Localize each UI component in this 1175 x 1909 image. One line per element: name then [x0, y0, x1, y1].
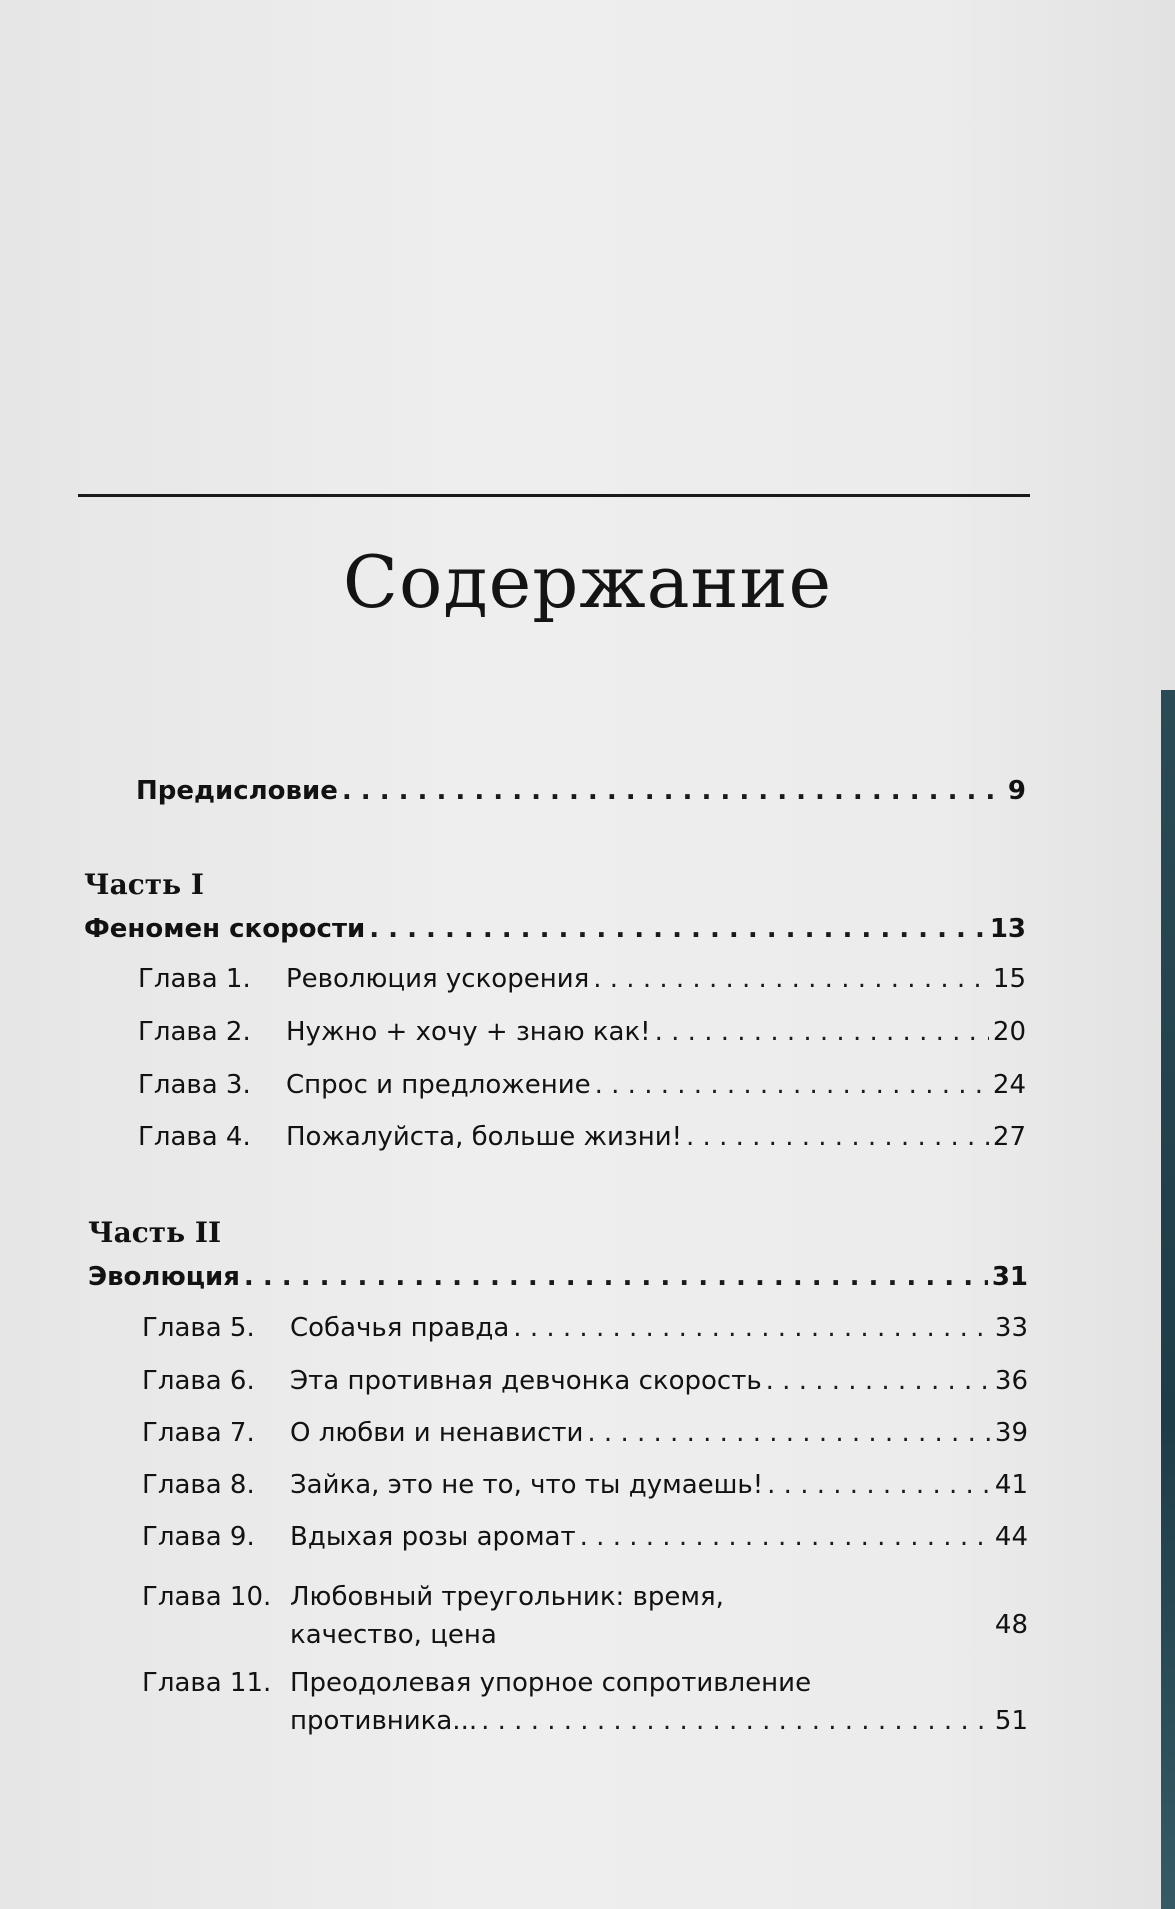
chapter-page: 44 — [994, 1522, 1028, 1552]
part-1-page: 13 — [989, 914, 1026, 944]
leader-dots — [655, 1017, 989, 1047]
chapter-title-continued: противника... — [290, 1706, 478, 1736]
chapter-page: 24 — [992, 1070, 1026, 1100]
leader-dots — [513, 1313, 991, 1343]
top-rule — [78, 494, 1030, 497]
chapter-page: 51 — [994, 1706, 1028, 1736]
chapter-page: 36 — [994, 1366, 1028, 1396]
chapter-number: Глава 11. — [142, 1668, 272, 1698]
part-1-heading: Часть I — [84, 868, 204, 901]
chapter-page: 48 — [994, 1610, 1028, 1640]
chapter-title: Нужно + хочу + знаю как! — [286, 1017, 651, 1047]
part-2-heading: Часть II — [88, 1216, 222, 1249]
leader-dots — [481, 1706, 991, 1736]
toc-chapter-row — [142, 1522, 1028, 1552]
chapter-title: Вдыхая розы аромат — [290, 1522, 576, 1552]
toc-chapter-row — [138, 1070, 1026, 1100]
toc-chapter-row — [138, 1122, 1026, 1152]
chapter-title: Эта противная девчонка скорость — [290, 1366, 762, 1396]
toc-chapter-row — [138, 964, 1026, 994]
toc-chapter-row — [142, 1470, 1028, 1500]
chapter-title: Зайка, это не то, что ты думаешь! — [290, 1470, 764, 1500]
leader-dots — [342, 776, 1004, 806]
toc-chapter-row — [142, 1418, 1028, 1448]
leader-dots — [595, 1070, 989, 1100]
chapter-title: Преодолевая упорное сопротивление — [290, 1668, 812, 1698]
part-2-subtitle-row — [88, 1262, 1028, 1292]
chapter-title: Пожалуйста, больше жизни! — [286, 1122, 683, 1152]
preface-page: 9 — [1007, 776, 1026, 806]
chapter-number: Глава 5. — [142, 1313, 255, 1343]
leader-dots — [580, 1522, 991, 1552]
part-2-page: 31 — [991, 1262, 1028, 1292]
chapter-number: Глава 2. — [138, 1017, 251, 1047]
toc-chapter-row — [142, 1668, 1028, 1736]
book-cover-edge — [1161, 690, 1175, 1909]
leader-dots — [369, 914, 986, 944]
leader-dots — [686, 1122, 989, 1152]
preface-label: Предисловие — [136, 776, 338, 806]
page-title: Содержание — [342, 540, 833, 624]
chapter-number: Глава 10. — [142, 1582, 272, 1612]
toc-chapter-row — [142, 1313, 1028, 1343]
chapter-title: Спрос и предложение — [286, 1070, 591, 1100]
chapter-continuation — [290, 1706, 1028, 1736]
chapter-page: 27 — [992, 1122, 1026, 1152]
chapter-number: Глава 7. — [142, 1418, 255, 1448]
chapter-number: Глава 9. — [142, 1522, 255, 1552]
chapter-number: Глава 8. — [142, 1470, 255, 1500]
chapter-title: Собачья правда — [290, 1313, 510, 1343]
chapter-page: 33 — [994, 1313, 1028, 1343]
chapter-title-continued: качество, цена — [290, 1620, 497, 1650]
leader-dots — [244, 1262, 988, 1292]
chapter-page: 20 — [992, 1017, 1026, 1047]
leader-dots — [766, 1366, 991, 1396]
chapter-title: Революция ускорения — [286, 964, 590, 994]
part-1-subtitle: Феномен скорости — [84, 914, 366, 944]
chapter-number: Глава 6. — [142, 1366, 255, 1396]
part-2-subtitle: Эволюция — [88, 1262, 240, 1292]
leader-dots — [587, 1418, 991, 1448]
chapter-number: Глава 1. — [138, 964, 251, 994]
toc-preface — [136, 776, 1026, 806]
chapter-title: О любви и ненависти — [290, 1418, 584, 1448]
chapter-page: 15 — [992, 964, 1026, 994]
chapter-page: 39 — [994, 1418, 1028, 1448]
chapter-number: Глава 4. — [138, 1122, 251, 1152]
chapter-page: 41 — [994, 1470, 1028, 1500]
leader-dots — [767, 1470, 991, 1500]
chapter-title: Любовный треугольник: время, — [290, 1582, 724, 1612]
leader-dots — [593, 964, 989, 994]
toc-chapter-row — [142, 1582, 1028, 1650]
chapter-number: Глава 3. — [138, 1070, 251, 1100]
toc-chapter-row — [142, 1366, 1028, 1396]
toc-chapter-row — [138, 1017, 1026, 1047]
part-1-subtitle-row — [84, 914, 1026, 944]
chapter-continuation — [290, 1620, 1028, 1650]
